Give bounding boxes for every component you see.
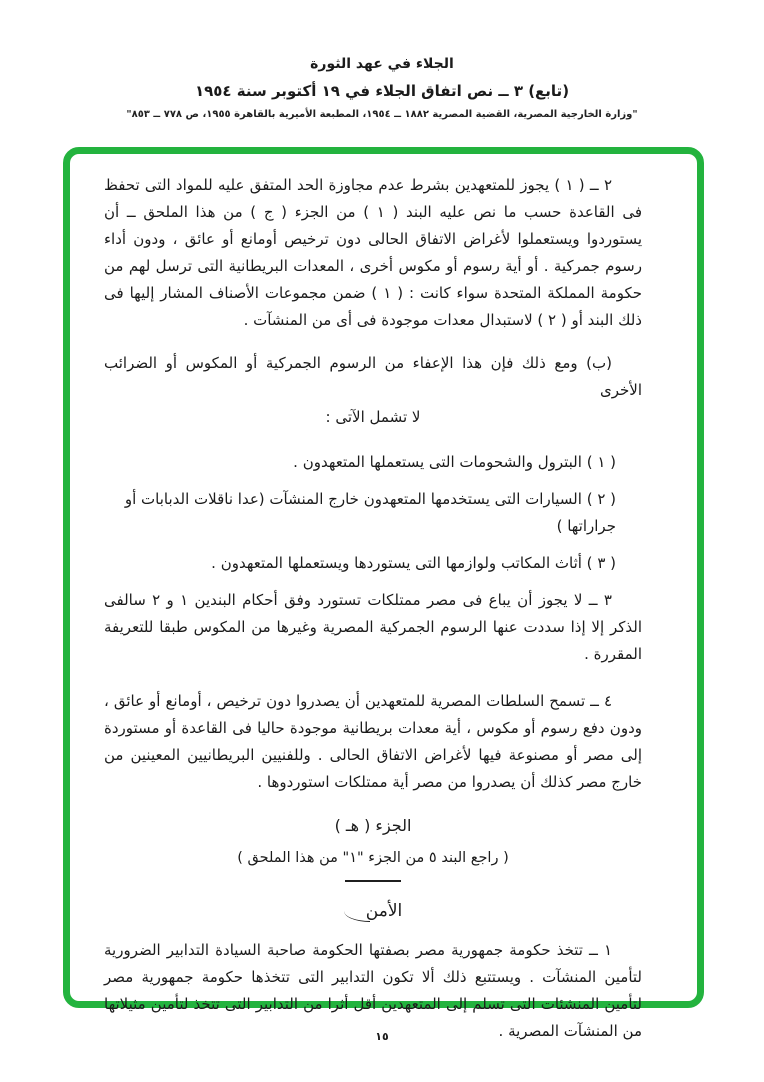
paragraph-4: ٤ ــ تسمح السلطات المصرية للمتعهدين أن يصدروا دون ترخيص ، أومانع أو عائق ، ودون دفع رسوم أو مكوس ، أية معدات بريطانية موجودة حاليا فى القاعدة أو مستوردة إلى مصر أو مصنوعة فيها لأغراض الاتفاق الحالى . وللفنيين البريطانيين المعينين من خارج مصر كذلك أن يصدروا من مصر أية ممتلكات استوردوها . (104, 692, 642, 791)
section-note: ( راجع البند ٥ من الجزء "١" من هذا الملحق ) (237, 850, 509, 866)
page-number: ١٥ (375, 1030, 389, 1043)
page-footer (0, 1030, 764, 1043)
paragraph-2: ٢ ــ ( ١ ) يجوز للمتعهدين بشرط عدم مجاوزة الحد المتفق عليه للمواد التى تحفظ فى القاعدة حسب ما نص عليه البند ( ١ ) من الجزء ( ج ) من هذا الملحق ــ أن يستوردوا ويستعملوا لأغراض الاتفاق الحالى دون ترخيص أومانع أو عائق ، ودون أداء رسوم جمركية . أو أية رسوم أو مكوس أخرى ، المعدات البريطانية التى ترسل لهم من حكومة المملكة المتحدة سواء كانت : ( ١ ) ضمن مجموعات الأصناف المشار إليها فى ذلك البند أو ( ٢ ) لاستبدال معدات موجودة فى أى من المنشآت . (104, 176, 643, 329)
list-item: ( ٢ ) السيارات التى يستخدمها المتعهدون خارج المنشآت (عدا ناقلات الدبابات أو جراراتها ) (124, 490, 616, 535)
security-heading-text: الأمن (365, 901, 403, 921)
paragraph-b-tail: لا تشمل الآتى : (325, 408, 421, 426)
doc-source-citation: "وزارة الخارجية المصرية، القضية المصرية ١٨٨٢ ــ ١٩٥٤، المطبعة الأميرية بالقاهرة ١٩٥٥، ص ٧٧٨ ــ ٨٥٣" (126, 109, 638, 120)
exemption-list (104, 449, 642, 577)
list-item: ( ١ ) البترول والشحومات التى يستعملها المتعهدون . (293, 453, 616, 471)
doc-title: الجلاء في عهد الثورة (310, 56, 454, 72)
doc-subtitle: (تابع) ٣ ــ نص اتفاق الجلاء في ١٩ أكتوبر سنة ١٩٥٤ (194, 82, 570, 100)
paragraph-3: ٣ ــ لا يجوز أن يباع فى مصر ممتلكات تستورد وفق أحكام البندين ١ و ٢ سالفى الذكر إلا إذا سددت عنها الرسوم الجمركية المصرية وغيرها من المكوس طبقا للتعريفة المقررة . (104, 591, 642, 663)
divider (345, 880, 401, 882)
paragraph-b: (ب) ومع ذلك فإن هذا الإعفاء من الرسوم الجمركية أو المكوس أو الضرائب الأخرى (104, 354, 642, 399)
list-item: ( ٣ ) أثاث المكاتب ولوازمها التى يستوردها ويستعملها المتعهدون . (211, 554, 616, 572)
document-body (104, 172, 642, 1061)
document-header (0, 56, 764, 120)
security-section-heading (104, 898, 642, 925)
section-heading-part-e: الجزء ( هـ ) (334, 816, 412, 835)
security-paragraph-1: ١ ــ تتخذ حكومة جمهورية مصر بصفتها الحكومة صاحبة السيادة التدابير الضرورية لتأمين المنشآت . ويستتبع ذلك ألا تكون التدابير التى تتخذها حكومة جمهورية مصر لتأمين المنشئات التى تسلم إلى المتعهدين أقل أثرا من التدابير التى تتخذ لتأمين مثيلاتها من المنشآت المصرية . (104, 941, 642, 1040)
